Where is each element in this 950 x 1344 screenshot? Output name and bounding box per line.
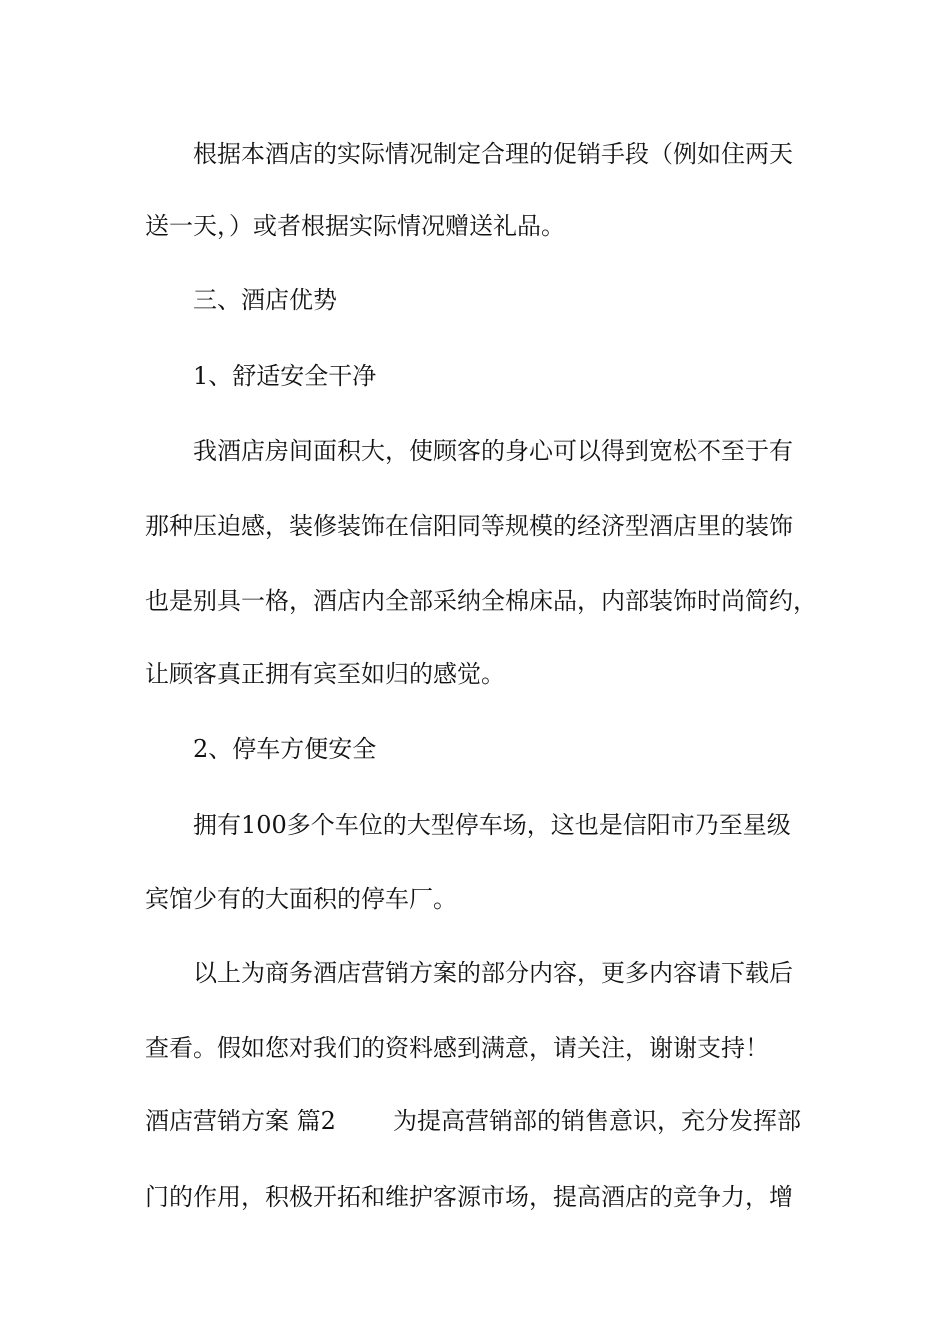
paragraph-line: 根据本酒店的实际情况制定合理的促销手段（例如住两天 <box>193 140 793 168</box>
paragraph-line: 拥有100多个车位的大型停车场，这也是信阳市乃至星级 <box>193 811 791 839</box>
paragraph-line: 送一天，）或者根据实际情况赠送礼品。 <box>145 212 565 240</box>
section-title: 酒店营销方案 篇2 <box>145 1107 336 1135</box>
subsection-heading: 2、停车方便安全 <box>193 735 377 763</box>
paragraph-line: 门的作用，积极开拓和维护客源市场，提高酒店的竞争力，增 <box>145 1183 793 1211</box>
paragraph-line: 我酒店房间面积大，使顾客的身心可以得到宽松不至于有 <box>193 437 793 465</box>
subsection-heading: 1、舒适安全干净 <box>193 362 377 390</box>
paragraph-line: 宾馆少有的大面积的停车厂。 <box>145 885 457 913</box>
paragraph-line: 查看。假如您对我们的资料感到满意，请关注，谢谢支持！ <box>145 1034 769 1062</box>
paragraph-line: 那种压迫感，装修装饰在信阳同等规模的经济型酒店里的装饰 <box>145 512 793 540</box>
paragraph-line: 让顾客真正拥有宾至如归的感觉。 <box>145 660 505 688</box>
section-intro-text: 为提高营销部的销售意识，充分发挥部 <box>393 1107 801 1135</box>
paragraph-line: 以上为商务酒店营销方案的部分内容，更多内容请下载后 <box>193 959 793 987</box>
paragraph-line: 也是别具一格，酒店内全部采纳全棉床品，内部装饰时尚简约， <box>145 587 817 615</box>
section-heading-row <box>145 1106 825 1136</box>
section-heading: 三、酒店优势 <box>193 286 337 314</box>
